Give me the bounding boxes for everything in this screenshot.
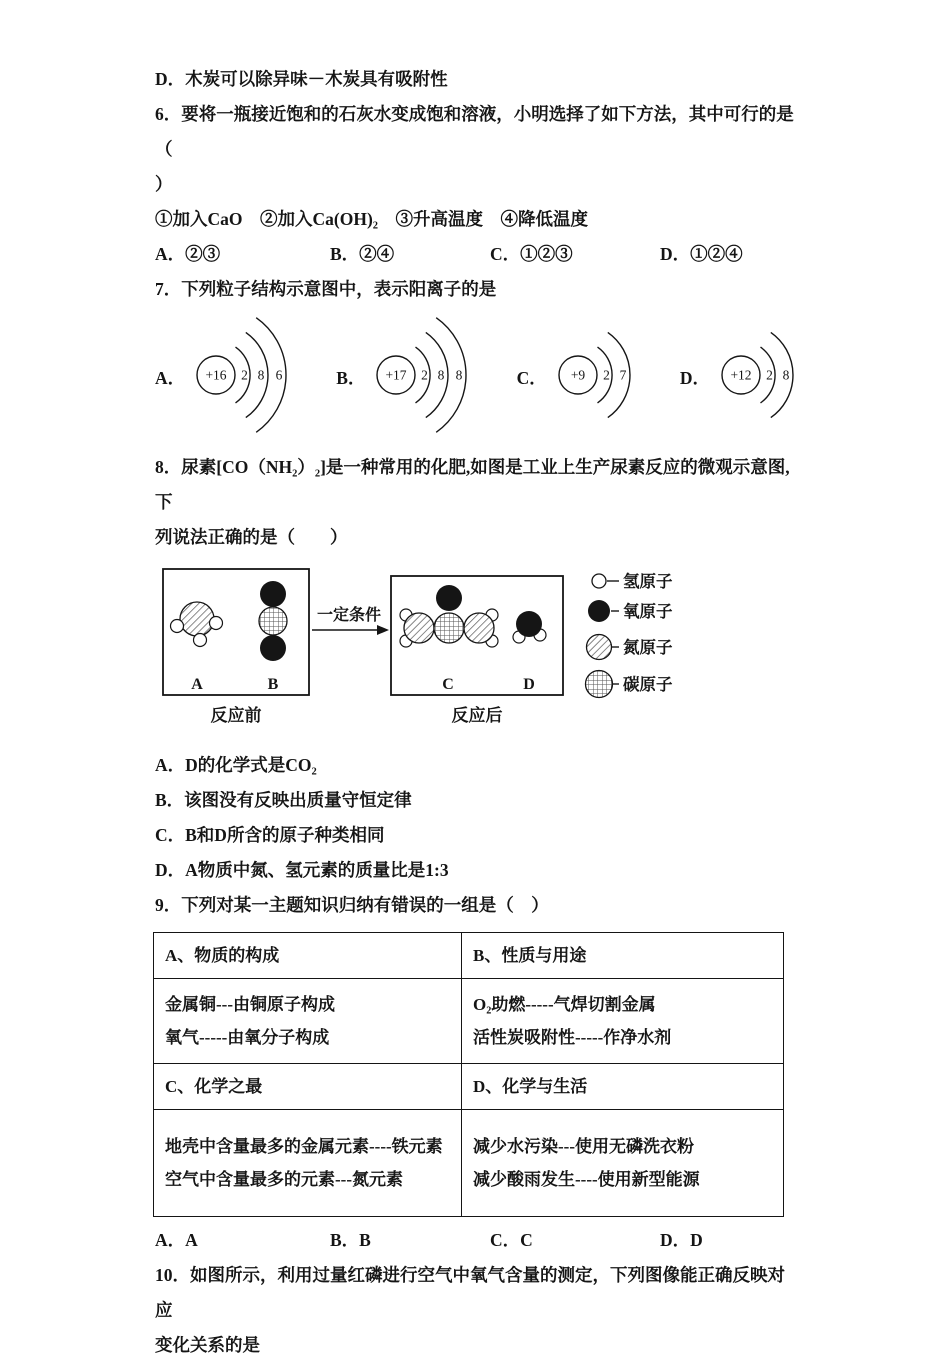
q6-options-row [155, 237, 800, 272]
answer-option: A．②③ [155, 244, 221, 264]
atomic-structure-diagram [550, 313, 640, 442]
nucleus-charge: +16 [205, 367, 227, 383]
cell-text: C、化学之最 [165, 1077, 263, 1096]
q8-option-c: C．B和D所含的原子种类相同 [155, 825, 385, 845]
molecule-label-b: B [267, 676, 279, 693]
reaction-micro-diagram [161, 563, 806, 733]
particle-diagram-choice [680, 313, 803, 442]
answer-option: D．①②④ [660, 244, 743, 264]
arrowhead [377, 625, 389, 635]
q10-stem-line1: 10．如图所示，利用过量红磷进行空气中氧气含量的测定，下列图像能正确反映对应 [155, 1265, 785, 1320]
legend-hydrogen [592, 571, 673, 591]
cell-text: 地壳中含量最多的金属元素----铁元素 [165, 1137, 443, 1156]
knowledge-summary-table [153, 932, 784, 1217]
cell-text: 减少水污染---使用无磷洗衣粉 [473, 1137, 694, 1156]
legend-oxygen [588, 600, 673, 622]
after-caption: 反应后 [451, 706, 503, 725]
choice-label: C． [516, 368, 547, 388]
cell-text: A、物质的构成 [165, 946, 280, 965]
molecule-c-urea [400, 585, 498, 647]
q8-option-a: A．D的化学式是CO₂ [155, 755, 317, 775]
shell-electron-count: 6 [275, 367, 283, 383]
shell-electron-count: 2 [241, 367, 249, 383]
question-8 [155, 450, 800, 888]
answer-option: B．B [330, 1230, 371, 1250]
table-cell [154, 979, 462, 1064]
q9-stem: 9．下列对某一主题知识归纳有错误的一组是（ ） [155, 895, 549, 915]
q8-stem-line1: 8．尿素[CO（NH₂）₂]是一种常用的化肥,如图是工业上生产尿素反应的微观示意图,下 [155, 457, 790, 512]
table-cell [154, 933, 462, 979]
before-caption: 反应前 [210, 706, 262, 725]
table-row [154, 1064, 784, 1110]
choice-label: D． [679, 368, 710, 388]
atomic-structure-diagram [368, 313, 476, 442]
molecule-label-a: A [191, 676, 203, 693]
question-7 [155, 272, 800, 442]
prev-question-option-d: D．木炭可以除异味－木炭具有吸附性 [155, 69, 448, 89]
atomic-structure-svg [368, 313, 476, 437]
molecule-label-d: D [523, 676, 535, 693]
nucleus-charge: +12 [730, 367, 752, 383]
q8-option-b: B．该图没有反映出质量守恒定律 [155, 790, 412, 810]
atomic-structure-diagram [188, 313, 296, 442]
condition-arrow [312, 605, 389, 635]
molecule-a-ammonia [171, 602, 223, 647]
atomic-structure-svg [550, 313, 640, 437]
particle-diagram-choice [155, 313, 296, 442]
answer-option: C．C [490, 1230, 533, 1250]
answer-option: C．①②③ [490, 244, 573, 264]
cell-text: 空气中含量最多的元素---氮元素 [165, 1170, 403, 1189]
answer-option: D．D [660, 1230, 703, 1250]
shell-electron-count: 2 [421, 367, 429, 383]
q10-stem-line2: 变化关系的是 [155, 1335, 260, 1355]
particle-diagram-choice [336, 313, 476, 442]
shell-electron-count: 2 [602, 367, 610, 383]
shell-electron-count: 8 [782, 367, 790, 383]
shell-electron-count: 2 [766, 367, 773, 383]
table-cell [154, 1064, 462, 1110]
shell-electron-count: 7 [619, 367, 627, 383]
cell-text: 金属铜---由铜原子构成 [165, 995, 335, 1014]
table-cell [462, 1110, 784, 1217]
table-cell [462, 1064, 784, 1110]
q9-options-row [155, 1223, 800, 1258]
table-row [154, 1110, 784, 1217]
legend-label-carbon: 碳原子 [623, 675, 673, 694]
question-10 [155, 1258, 800, 1363]
q7-particle-diagrams-row [155, 313, 803, 442]
molecule-b-carbon-dioxide [259, 581, 287, 661]
legend-label-nitrogen: 氮原子 [623, 638, 673, 657]
nucleus-charge: +17 [385, 367, 408, 383]
particle-diagram-choice [517, 313, 640, 442]
atomic-structure-svg [713, 313, 803, 437]
q7-stem: 7．下列粒子结构示意图中，表示阳离子的是 [155, 279, 497, 299]
legend-carbon [586, 671, 674, 698]
after-reaction-box [391, 576, 563, 695]
q6-stem-line2: ） [155, 174, 173, 194]
cell-text: D、化学与生活 [473, 1077, 588, 1096]
nucleus-charge: +9 [570, 367, 585, 383]
molecule-label-c: C [442, 676, 454, 693]
q8-stem-line2: 列说法正确的是（ ） [155, 527, 348, 547]
table-cell [154, 1110, 462, 1217]
table-row [154, 933, 784, 979]
atom-legend [586, 571, 674, 698]
shell-electron-count: 8 [438, 367, 445, 383]
q6-stem-line1: 6．要将一瓶接近饱和的石灰水变成饱和溶液，小明选择了如下方法，其中可行的是（ [155, 104, 794, 159]
question-9 [155, 888, 800, 1258]
atomic-structure-diagram [713, 313, 803, 442]
table-cell [462, 979, 784, 1064]
molecule-d-water [513, 611, 546, 643]
shell-electron-count: 8 [257, 367, 265, 383]
answer-option: A．A [155, 1230, 198, 1250]
atomic-structure-svg [188, 313, 296, 437]
before-reaction-box [163, 569, 309, 695]
shell-electron-count: 8 [456, 367, 463, 383]
question-6 [155, 97, 800, 272]
table-row [154, 979, 784, 1064]
legend-label-hydrogen: 氢原子 [623, 572, 673, 591]
cell-text: B、性质与用途 [473, 946, 587, 965]
legend-nitrogen [587, 635, 674, 660]
table-cell [462, 933, 784, 979]
cell-text: 减少酸雨发生----使用新型能源 [473, 1170, 700, 1189]
condition-label: 一定条件 [316, 607, 382, 624]
legend-label-oxygen: 氧原子 [623, 602, 673, 621]
q6-methods: ①加入CaO ②加入Ca(OH)₂ ③升高温度 ④降低温度 [155, 209, 589, 229]
choice-label: A． [155, 368, 186, 388]
cell-text: O₂助燃-----气焊切割金属 [473, 995, 656, 1014]
answer-option: B．②④ [330, 244, 395, 264]
q8-option-d: D．A物质中氮、氢元素的质量比是1:3 [155, 860, 449, 880]
choice-label: B． [336, 368, 366, 388]
q8-figure [161, 563, 800, 738]
cell-text: 氧气-----由氧分子构成 [165, 1028, 330, 1047]
cell-text: 活性炭吸附性-----作净水剂 [473, 1028, 672, 1047]
